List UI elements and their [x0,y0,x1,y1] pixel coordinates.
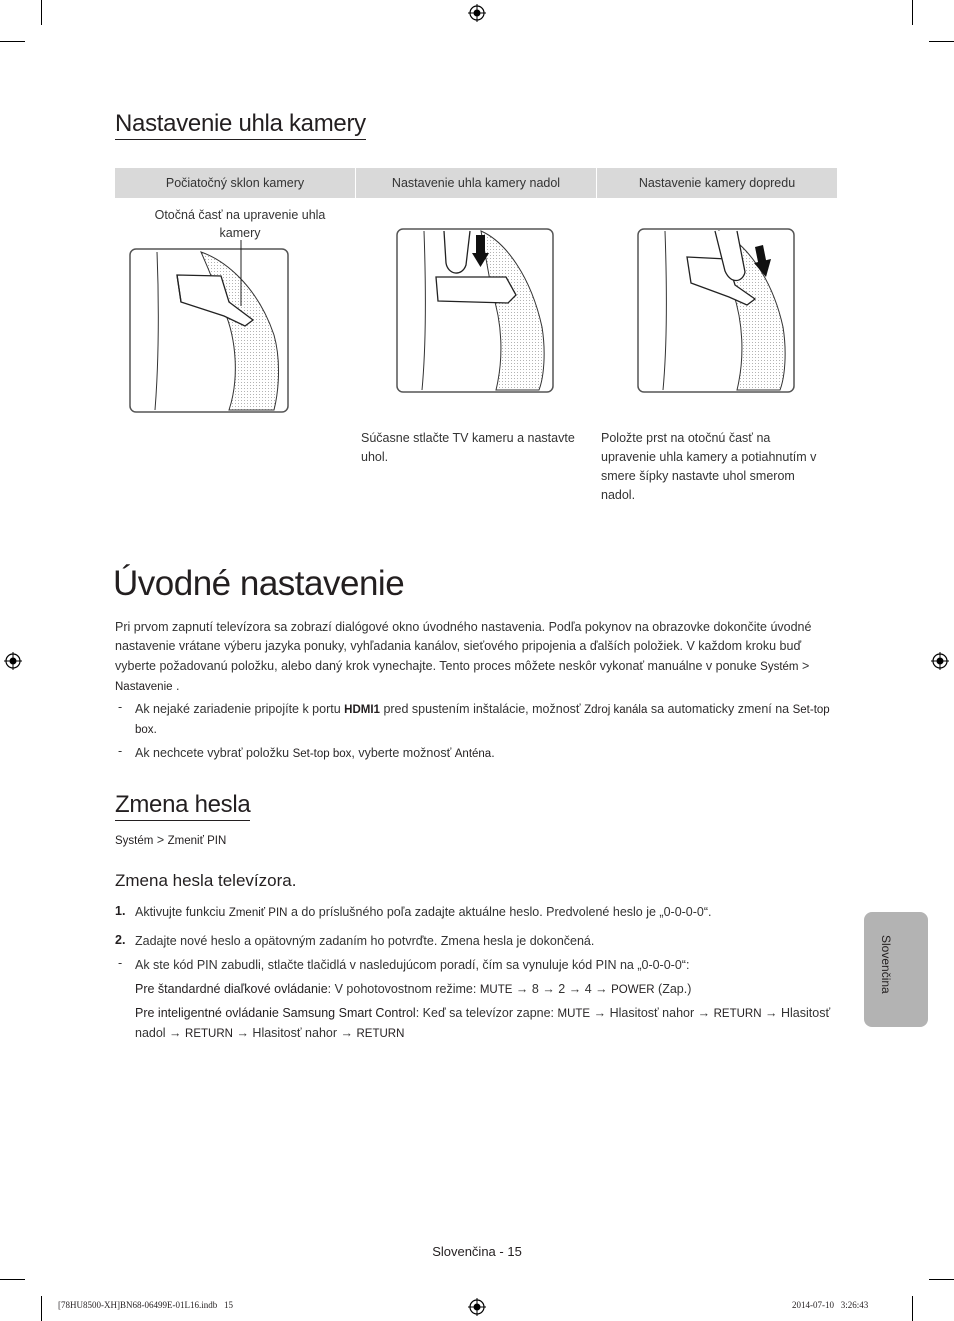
step-number: 1. [115,904,126,918]
registration-mark-icon [468,1298,486,1316]
note-settop-box: Ak nechcete vybrať položku Set-top box, vyberte možnosť Anténa. [135,746,495,760]
standard-remote-sequence: Pre štandardné diaľkové ovládanie: V pohotovostnom režime: MUTE → 8 → 2 → 4 → POWER (Zap.) [135,982,692,996]
language-side-tab-label: Slovenčina [879,935,893,994]
note-dash: - [118,744,123,758]
note-forgot-pin: Ak ste kód PIN zabudli, stlačte tlačidlá v nasledujúcom poradí, čím sa vynuluje kód PIN na „0-0-0-0“: [135,958,690,972]
registration-mark-icon [4,652,22,670]
crop-mark [912,1296,913,1321]
caption-tilt-down: Súčasne stlačte TV kameru a nastavte uhol. [361,431,575,464]
note-dash: - [118,700,123,714]
menu-system: Systém [760,660,799,673]
crop-mark [929,1279,954,1280]
file-info: [78HU8500-XH]BN68-06499E-01L16.indb 15 [58,1300,233,1310]
table-header-initial-tilt: Počiatočný sklon kamery [115,168,355,198]
section-title-initial-setup: Úvodné nastavenie [113,564,405,603]
crop-mark [41,0,42,25]
table-header-tilt-forward: Nastavenie kamery dopredu [597,168,837,198]
section-title-password: Zmena hesla [115,791,250,821]
note-hdmi: Ak nejaké zariadenie pripojíte k portu HDMI1 pred spustením inštalácie, možnosť Zdroj kanála sa automaticky zmení na Set-top box. [135,702,830,737]
section-title-camera: Nastavenie uhla kamery [115,110,366,140]
smart-control-sequence: Pre inteligentné ovládanie Samsung Smart Control: Keď sa televízor zapne: MUTE → Hlasitosť nahor → RETURN → Hlasitosť nadol → RETURN → Hlasitosť nahor → RETURN [135,1006,831,1041]
subsection-title: Zmena hesla televízora. [115,871,297,890]
step-number: 2. [115,933,126,947]
language-side-tab [864,912,928,1027]
registration-mark-icon [468,4,486,22]
print-timestamp: 2014-07-10 3:26:43 [792,1300,869,1310]
note-dash: - [118,956,123,970]
camera-tilt-down-illustration [396,227,556,395]
crop-mark [929,41,954,42]
camera-tilt-forward-illustration [637,227,797,395]
caption-tilt-forward: Položte prst na otočnú časť na upravenie uhla kamery a potiahnutím v smere šípky nastavte uhol smerom nadol. [601,431,817,502]
table-header-tilt-down: Nastavenie uhla kamery nadol [356,168,596,198]
page-number: Slovenčina - 15 [432,1244,522,1259]
rotary-part-label: Otočná časť na upravenie uhla kamery [154,208,326,240]
step-1: Aktivujte funkciu Zmeniť PIN a do príslušného poľa zadajte aktuálne heslo. Predvolené heslo je „0-0-0-0“. [135,905,712,919]
registration-mark-icon [931,652,949,670]
crop-mark [912,0,913,25]
crop-mark [41,1296,42,1321]
menu-setup: Nastavenie [115,681,173,694]
crop-mark [0,41,25,42]
camera-initial-tilt-illustration [129,240,291,415]
step-2: Zadajte nové heslo a opätovným zadaním ho potvrďte. Zmena hesla je dokončená. [135,934,595,948]
initial-setup-paragraph: Pri prvom zapnutí televízora sa zobrazí dialógové okno úvodného nastavenia. Podľa pokynov na obrazovke dokončite úvodné nastavenie vrátane výberu jazyka ponuky, vyhľadania kanálov, sieťového pripojenia a ďalších položiek. V každom kroku buď vyberte požadovanú položku, alebo daný krok vynechajte. Tento proces môžete neskôr vykonať manuálne v ponuke Systém > Nastavenie . [115,620,812,694]
crop-mark [0,1279,25,1280]
menu-path: Systém > Zmeniť PIN [115,833,227,847]
